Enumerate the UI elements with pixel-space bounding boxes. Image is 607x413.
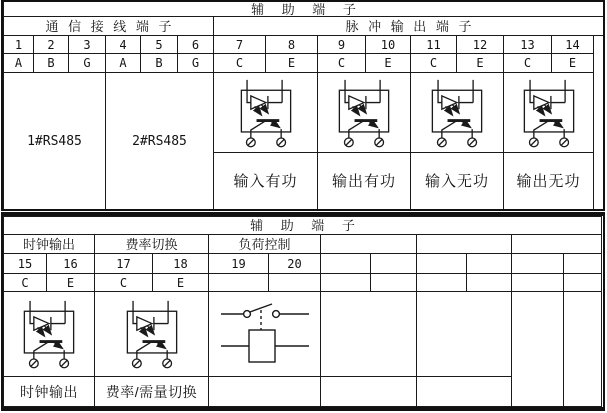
terminal-number-cell: 13 [503, 35, 552, 54]
terminal-number-cell: 3 [68, 35, 106, 54]
terminal-letter-cell: B [140, 53, 178, 73]
top-spare-column [593, 35, 604, 210]
optocoupler-icon [419, 77, 495, 149]
optocoupler-icon [511, 77, 587, 149]
bottom-section-title: 辅 助 端 子 [3, 216, 602, 235]
bottom-spare-column [563, 291, 602, 407]
terminal-letter-cell [320, 273, 371, 292]
pulse-circuit-cell [213, 72, 318, 153]
terminal-number-cell: 10 [365, 35, 411, 54]
terminal-letter-cell [563, 273, 602, 292]
terminal-letter-cell: E [551, 53, 594, 73]
aux-circuit-cell [320, 291, 417, 377]
terminal-letter-cell: C [317, 53, 366, 73]
top-section-title: 辅 助 端 子 [3, 1, 604, 17]
terminal-number-cell: 15 [3, 253, 47, 274]
optocoupler-icon [326, 77, 402, 149]
bottom-spare-column [511, 291, 564, 407]
terminal-letter-cell [511, 273, 564, 292]
pulse-channel-label: 输出无功 [503, 152, 594, 210]
aux-channel-label [320, 376, 417, 407]
terminal-letter-cell: E [456, 53, 504, 73]
terminal-number-cell [466, 253, 512, 274]
terminal-number-cell: 12 [456, 35, 504, 54]
terminal-letter-cell: A [105, 53, 141, 73]
terminal-letter-cell: G [177, 53, 214, 73]
terminal-number-cell [320, 253, 371, 274]
terminal-letter-cell: C [94, 273, 153, 292]
aux-channel-label: 费率/需量切换 [94, 376, 209, 407]
terminal-number-cell: 18 [152, 253, 209, 274]
pulse-group-header: 脉 冲 输 出 端 子 [213, 16, 604, 36]
terminal-letter-cell: E [265, 53, 318, 73]
terminal-letter-cell: C [410, 53, 457, 73]
terminal-number-cell [416, 253, 467, 274]
optocoupler-icon [228, 77, 304, 149]
terminal-number-cell: 4 [105, 35, 141, 54]
comm-group-header: 通 信 接 线 端 子 [3, 16, 214, 36]
terminal-number-cell: 2 [33, 35, 69, 54]
terminal-letter-cell [268, 273, 321, 292]
terminal-letter-cell: B [33, 53, 69, 73]
aux-circuit-cell [416, 291, 512, 377]
terminal-letter-cell [208, 273, 269, 292]
aux-group-header: 费率切换 [94, 234, 209, 254]
terminal-number-cell: 1 [3, 35, 34, 54]
pulse-circuit-cell [503, 72, 594, 153]
terminal-number-cell [511, 253, 564, 274]
terminal-letter-cell: E [46, 273, 95, 292]
aux-group-header [511, 234, 602, 254]
terminal-letter-cell: C [213, 53, 266, 73]
terminal-letter-cell [466, 273, 512, 292]
aux-circuit-cell [208, 291, 321, 377]
pulse-channel-label: 输入无功 [410, 152, 504, 210]
terminal-letter-cell: E [365, 53, 411, 73]
terminal-number-cell [370, 253, 417, 274]
terminal-number-cell: 14 [551, 35, 594, 54]
aux-circuit-cell [3, 291, 95, 377]
terminal-number-cell: 11 [410, 35, 457, 54]
rs485-port1-cell: 1#RS485 [3, 72, 106, 210]
terminal-number-cell: 20 [268, 253, 321, 274]
pulse-circuit-cell [317, 72, 411, 153]
terminal-number-cell: 19 [208, 253, 269, 274]
terminal-letter-cell [370, 273, 417, 292]
terminal-number-cell: 8 [265, 35, 318, 54]
terminal-letter-cell: E [152, 273, 209, 292]
aux-group-header [416, 234, 512, 254]
terminal-number-cell: 9 [317, 35, 366, 54]
aux-circuit-cell [94, 291, 209, 377]
pulse-channel-label: 输出有功 [317, 152, 411, 210]
aux-channel-label [208, 376, 321, 407]
optocoupler-icon [114, 298, 190, 370]
terminal-number-cell: 16 [46, 253, 95, 274]
relay-icon [215, 300, 315, 368]
optocoupler-icon [11, 298, 87, 370]
terminal-letter-cell: A [3, 53, 34, 73]
terminal-number-cell: 7 [213, 35, 266, 54]
terminal-number-cell: 6 [177, 35, 214, 54]
aux-channel-label [416, 376, 512, 407]
terminal-letter-cell: C [503, 53, 552, 73]
terminal-number-cell: 17 [94, 253, 153, 274]
rs485-port2-cell: 2#RS485 [105, 72, 214, 210]
pulse-circuit-cell [410, 72, 504, 153]
terminal-letter-cell: C [3, 273, 47, 292]
terminal-number-cell: 5 [140, 35, 178, 54]
terminal-letter-cell [416, 273, 467, 292]
aux-group-header [320, 234, 417, 254]
terminal-number-cell [563, 253, 602, 274]
pulse-channel-label: 输入有功 [213, 152, 318, 210]
terminal-letter-cell: G [68, 53, 106, 73]
aux-channel-label: 时钟输出 [3, 376, 95, 407]
aux-group-header: 负荷控制 [208, 234, 321, 254]
aux-group-header: 时钟输出 [3, 234, 95, 254]
